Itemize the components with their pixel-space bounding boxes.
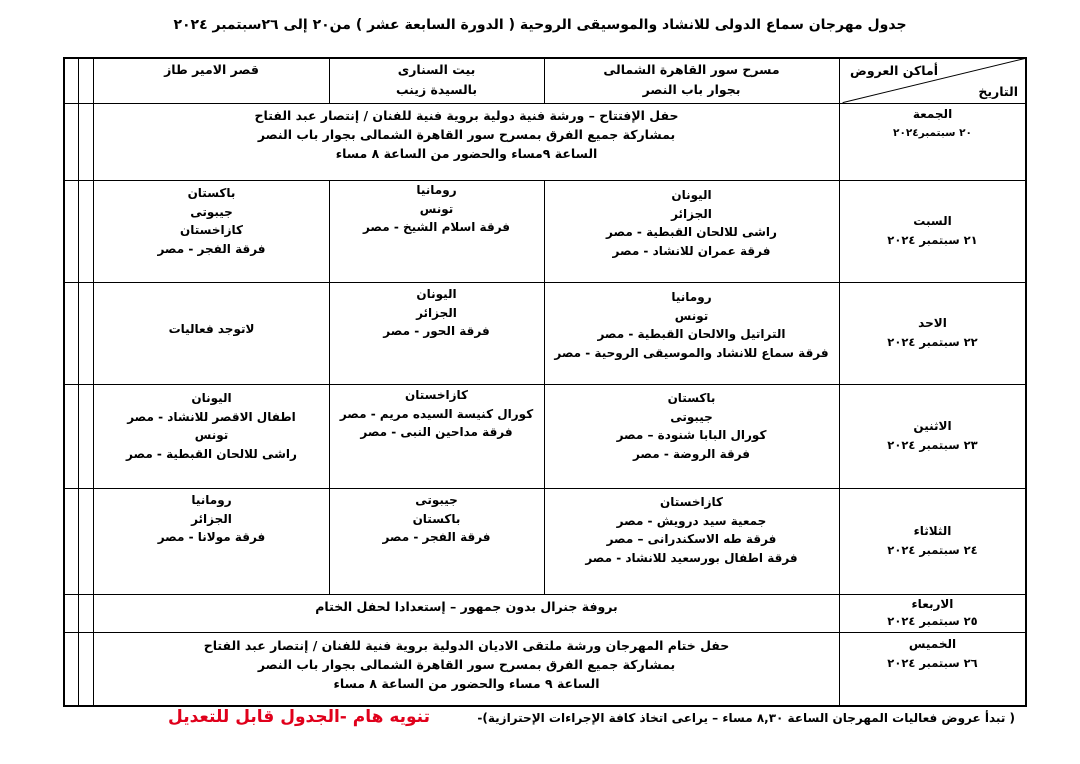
act: تونس: [674, 308, 709, 323]
band-line: بروفة جنرال بدون جمهور – إستعدادا لحفل الختام: [315, 599, 618, 614]
day-name: الثلاثاء: [913, 524, 952, 538]
header-corner-venues: أماكن العروض: [850, 63, 938, 78]
tuesday-venue3: [95, 488, 328, 550]
act: كازاخستان: [659, 495, 723, 509]
act: فرقة مداحين النبى - مصر: [360, 425, 513, 440]
grid-line: [329, 180, 330, 594]
saturday-venue3: [95, 180, 328, 262]
date-value: ٢١ سبتمبر ٢٠٢٤: [887, 233, 978, 247]
date-cell-saturday: [840, 180, 1025, 282]
act: رومانيا: [671, 290, 712, 304]
grid-line: [544, 180, 545, 594]
act: جيبوتى: [190, 204, 233, 219]
day-name: الاحد: [918, 316, 947, 330]
act: جيبوتى: [670, 409, 713, 424]
act: باكستان: [187, 186, 236, 200]
tuesday-venue2: [330, 488, 543, 550]
act: الجزائر: [191, 511, 232, 526]
venue2-name: بيت السنارى: [397, 62, 476, 77]
act: فرقة عمران للانشاد - مصر: [612, 243, 771, 258]
venue1-name: مسرح سور القاهرة الشمالى: [603, 62, 780, 77]
act: جمعية سيد درويش - مصر: [616, 513, 767, 528]
rehearsal-band: [95, 596, 838, 630]
date-cell-wednesday: [840, 594, 1025, 632]
grid-line: [63, 282, 1027, 283]
notice: تنويه هام -الجدول قابل للتعديل: [168, 707, 430, 727]
header-venue3: [95, 60, 328, 104]
act: فرقة اسلام الشيخ - مصر: [362, 220, 511, 235]
act: اليونان: [191, 391, 232, 405]
date-value: ٢٠ سبتمبر٢٠٢٤: [893, 127, 972, 139]
grid-line: [544, 57, 545, 103]
act: تونس: [419, 201, 454, 216]
venue3-name: قصر الامير طاز: [164, 62, 259, 77]
saturday-venue2: [330, 180, 543, 238]
date-value: ٢٦ سبتمبر ٢٠٢٤: [887, 656, 978, 670]
day-name: السبت: [913, 214, 952, 228]
day-name: الاثنين: [913, 419, 952, 433]
act: باكستان: [412, 511, 461, 526]
act: فرقة الحور - مصر: [383, 324, 490, 339]
band-line: بمشاركة جميع الفرق بمسرح سور القاهرة الشمالى بجوار باب النصر: [257, 657, 676, 672]
act: التراتيل والالحان القبطية - مصر: [597, 327, 786, 341]
act: جيبوتى: [415, 493, 458, 508]
grid-line: [839, 57, 840, 705]
act: فرقة اطفال بورسعيد للانشاد - مصر: [585, 550, 798, 565]
grid-line: [63, 57, 1027, 59]
grid-line: [93, 57, 94, 705]
day-name: الاربعاء: [911, 597, 954, 611]
page-title: جدول مهرجان سماع الدولى للانشاد والموسيقى الروحية ( الدورة السابعة عشر ) من٢٠ إلى ٢٦سبتمبر ٢٠٢٤: [173, 17, 907, 33]
closing-band: [95, 632, 838, 708]
venue2-location: بالسيدة زينب: [395, 82, 478, 97]
date-value: ٢٣ سبتمبر ٢٠٢٤: [887, 438, 978, 452]
grid-line: [63, 632, 1027, 633]
date-cell-monday: [840, 384, 1025, 488]
act: لاتوجد فعاليات: [168, 321, 255, 336]
sunday-venue3: [95, 282, 328, 376]
footnote: ( تبدأ عروض فعاليات المهرجان الساعة ٨,٣٠ مساء – يراعى اتخاذ كافة الإجراءات الإحترازية)-: [477, 711, 1015, 725]
act: اطفال الاقصر للانشاد - مصر: [127, 409, 296, 424]
act: فرقة مولانا - مصر: [157, 530, 266, 545]
sunday-venue1: [545, 282, 838, 368]
act: رومانيا: [191, 493, 232, 508]
venue1-location: بجوار باب النصر: [642, 82, 741, 97]
grid-line: [63, 384, 1027, 385]
grid-line: [78, 57, 79, 705]
act: فرقة الفجر - مصر: [157, 241, 266, 256]
date-cell-tuesday: [840, 488, 1025, 594]
act: راشى للالحان القبطية - مصر: [606, 225, 777, 239]
date-value: ٢٥ سبتمبر ٢٠٢٤: [887, 614, 978, 628]
grid-line: [63, 103, 1027, 104]
saturday-venue1: [545, 180, 838, 266]
grid-line: [1025, 57, 1027, 707]
band-line: الساعة ٩مساء والحضور من الساعة ٨ مساء: [335, 146, 598, 161]
act: الجزائر: [671, 206, 712, 221]
sunday-venue2: [330, 282, 543, 344]
act: كازاخستان: [404, 388, 468, 403]
grid-line: [329, 57, 330, 103]
act: تونس: [194, 428, 229, 442]
act: اليونان: [416, 287, 457, 302]
header-corner-date: التاريخ: [978, 84, 1018, 99]
date-value: ٢٢ سبتمبر ٢٠٢٤: [887, 335, 978, 349]
day-name: الجمعة: [912, 107, 953, 121]
act: كورال كنيسة السيده مريم - مصر: [339, 406, 534, 421]
act: باكستان: [667, 391, 716, 405]
monday-venue3: [95, 384, 328, 468]
act: راشى للالحان القبطية - مصر: [126, 446, 297, 461]
act: اليونان: [671, 188, 712, 202]
monday-venue1: [545, 384, 838, 468]
header-venue1: [545, 60, 838, 104]
grid-line: [63, 180, 1027, 181]
monday-venue2: [330, 384, 543, 444]
day-name: الخميس: [908, 637, 957, 651]
date-cell-sunday: [840, 282, 1025, 384]
act: كورال البابا شنودة – مصر: [616, 428, 767, 442]
band-line: حفل الإفتتاح – ورشة فنية دولية بروية فنية للفنان / إنتصار عبد الفتاح: [254, 108, 679, 123]
date-cell-thursday: [840, 632, 1025, 709]
header-venue2: [330, 60, 543, 104]
grid-line: [63, 57, 65, 707]
act: فرقة سماع للانشاد والموسيقى الروحية - مصر: [554, 345, 829, 360]
act: فرقة الروضة - مصر: [632, 446, 751, 461]
act: كازاخستان: [179, 223, 243, 237]
act: رومانيا: [416, 183, 457, 198]
date-cell-friday: [840, 103, 1025, 182]
grid-line: [63, 594, 1027, 595]
date-value: ٢٤ سبتمبر ٢٠٢٤: [887, 543, 978, 557]
act: فرقة طه الاسكندرانى – مصر: [606, 532, 777, 546]
band-line: بمشاركة جميع الفرق بمسرح سور القاهرة الشمالى بجوار باب النصر: [257, 127, 676, 142]
act: الجزائر: [416, 305, 457, 320]
grid-line: [63, 488, 1027, 489]
band-line: الساعة ٩ مساء والحضور من الساعة ٨ مساء: [333, 676, 600, 691]
opening-band: [95, 105, 838, 179]
tuesday-venue1: [545, 488, 838, 572]
band-line: حفل ختام المهرجان ورشة ملتقى الاديان الدولية بروية فنية للفنان / إنتصار عبد الفتاح: [203, 638, 730, 653]
act: فرقة الفجر - مصر: [382, 530, 491, 545]
